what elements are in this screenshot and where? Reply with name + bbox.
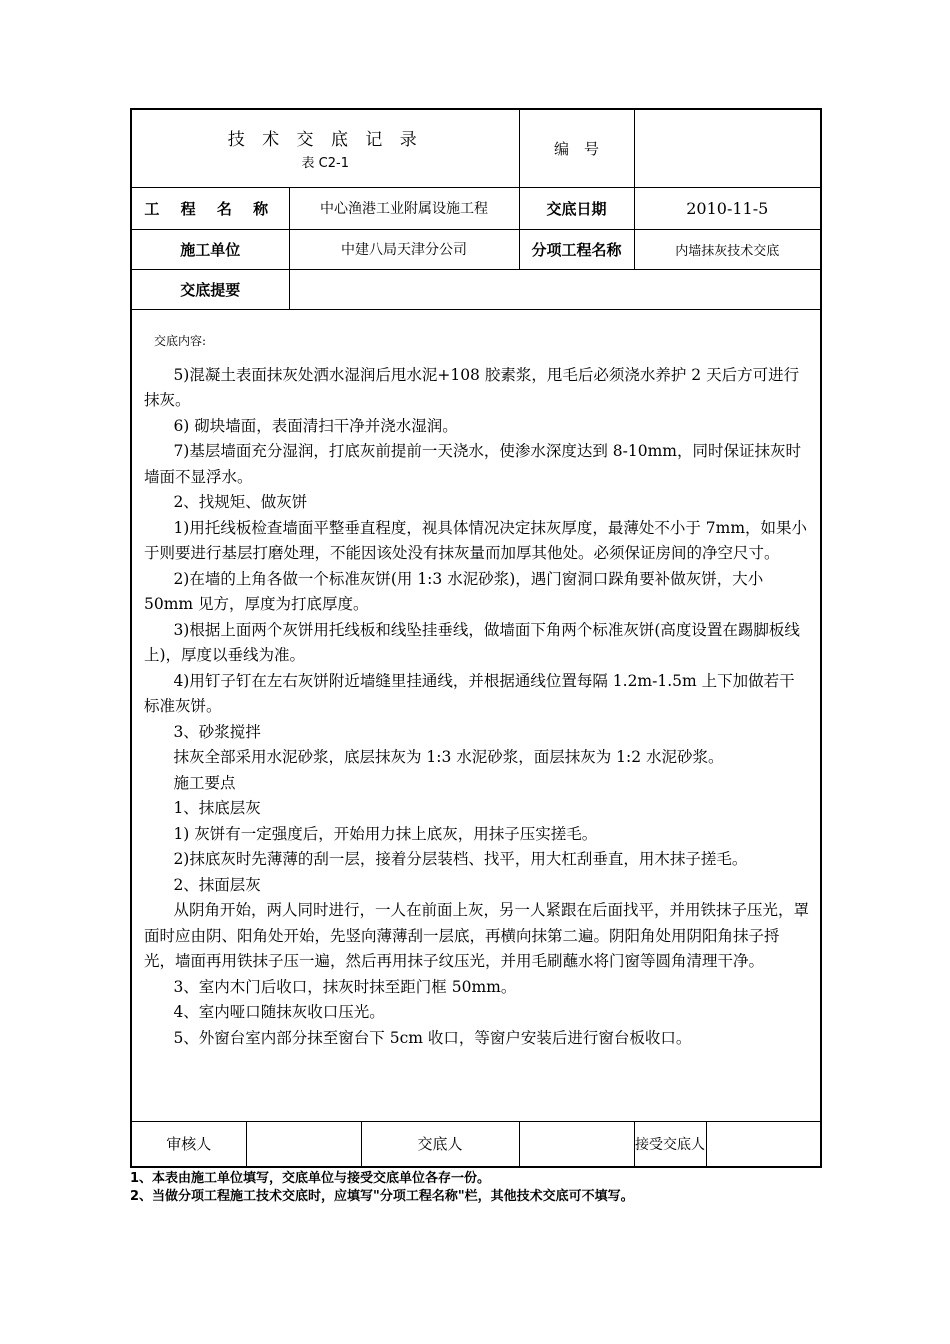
footnotes	[130, 1170, 820, 1206]
receiver-label: 接受交底人	[634, 1121, 706, 1167]
content-paragraph: 4)用钉子钉在左右灰饼附近墙缝里挂通线，并根据通线位置每隔 1.2m-1.5m 上下加做若干标准灰饼。	[144, 671, 795, 715]
subproject-name-label: 分项工程名称	[519, 229, 634, 269]
content-paragraph: 7)基层墙面充分湿润，打底灰前提前一天浇水，使渗水深度达到 8-10mm，同时保证抹灰时墙面不显浮水。	[144, 442, 801, 486]
content-paragraph: 从阴角开始，两人同时进行，一人在前面上灰，另一人紧跟在后面找平，并用铁抹子压光，罩面时应由阴、阳角处开始，先竖向薄薄刮一层底，再横向抹第二遍。阴阳角处用阴阳角抹子捋光，墙面再用铁抹子压一遍，然后再用抹子纹压光，并用毛刷蘸水将门窗等圆角清理干净。	[144, 901, 809, 970]
content-paragraph: 4、室内哑口随抹灰收口压光。	[173, 1003, 385, 1021]
content-body	[144, 363, 810, 1052]
receiver-value[interactable]	[706, 1121, 821, 1167]
project-row	[131, 187, 821, 229]
content-row	[131, 309, 821, 1121]
content-paragraph: 3、室内木门后收口，抹灰时抹至距门框 50mm。	[173, 977, 517, 996]
disclosure-date-value[interactable]: 2010-11-5	[634, 187, 821, 229]
form-title: 技 术 交 底 记 录	[227, 130, 423, 151]
discloser-label: 交底人	[361, 1121, 519, 1167]
subproject-name-value[interactable]: 内墙抹灰技术交底	[634, 229, 821, 269]
contractor-row	[131, 229, 821, 269]
title-cell	[131, 109, 519, 187]
content-paragraph: 1) 灰饼有一定强度后，开始用力抹上底灰，用抹子压实搓毛。	[173, 824, 598, 843]
content-paragraph: 抹灰全部采用水泥砂浆，底层抹灰为 1:3 水泥砂浆，面层抹灰为 1:2 水泥砂浆。	[173, 748, 724, 766]
content-paragraph: 2)在墙的上角各做一个标准灰饼(用 1:3 水泥砂浆)，遇门窗洞口跺角要补做灰饼，大小 50mm 见方，厚度为打底厚度。	[144, 569, 764, 613]
disclosure-form	[130, 108, 820, 1168]
footnote-1: 1、本表由施工单位填写，交底单位与接受交底单位各存一份。	[130, 1171, 491, 1186]
summary-row	[131, 269, 821, 309]
contractor-label: 施工单位	[131, 229, 289, 269]
content-paragraph: 施工要点	[173, 773, 236, 792]
content-paragraph: 5)混凝土表面抹灰处洒水湿润后甩水泥+108 胶素浆，甩毛后必须浇水养护 2 天后方可进行抹灰。	[144, 365, 800, 409]
disclosure-date-label: 交底日期	[519, 187, 634, 229]
content-paragraph: 3)根据上面两个灰饼用托线板和线坠挂垂线，做墙面下角两个标准灰饼(高度设置在踢脚板线上)，厚度以垂线为准。	[144, 620, 800, 664]
serial-number-value[interactable]	[634, 109, 821, 187]
content-paragraph: 2、找规矩、做灰饼	[173, 493, 308, 511]
content-heading: 交底内容:	[154, 333, 207, 348]
content-paragraph: 3、砂浆搅拌	[173, 722, 261, 741]
content-paragraph: 1)用托线板检查墙面平整垂直程度，视具体情况决定抹灰厚度，最薄处不小于 7mm，如果小于则要进行基层打磨处理，不能因该处没有抹灰量而加厚其他处。必须保证房间的净空尺寸。	[144, 518, 808, 562]
signature-row	[131, 1121, 821, 1167]
content-paragraph: 2)抹底灰时先薄薄的刮一层，接着分层装档、找平，用大杠刮垂直，用木抹子搓毛。	[173, 850, 748, 868]
content-paragraph: 6) 砌块墙面，表面清扫干净并浇水湿润。	[173, 416, 458, 435]
summary-value[interactable]	[289, 269, 821, 309]
contractor-value[interactable]: 中建八局天津分公司	[289, 229, 519, 269]
content-paragraph: 1、抹底层灰	[173, 799, 261, 817]
reviewer-label: 审核人	[131, 1121, 246, 1167]
content-paragraph: 2、抹面层灰	[173, 875, 261, 894]
content-paragraph: 5、外窗台室内部分抹至窗台下 5cm 收口，等窗户安装后进行窗台板收口。	[173, 1028, 692, 1047]
content-cell	[131, 309, 821, 1121]
summary-label: 交底提要	[131, 269, 289, 309]
discloser-value[interactable]	[519, 1121, 634, 1167]
project-name-value[interactable]: 中心渔港工业附属设施工程	[289, 187, 519, 229]
header-row	[131, 109, 821, 187]
form-number: 表 C2-1	[301, 156, 349, 172]
serial-number-label: 编 号	[519, 109, 634, 187]
form-table	[130, 108, 822, 1168]
project-name-label: 工 程 名 称	[131, 187, 289, 229]
reviewer-value[interactable]	[246, 1121, 361, 1167]
footnote-2: 2、当做分项工程施工技术交底时，应填写"分项工程名称"栏，其他技术交底可不填写。	[130, 1189, 634, 1204]
